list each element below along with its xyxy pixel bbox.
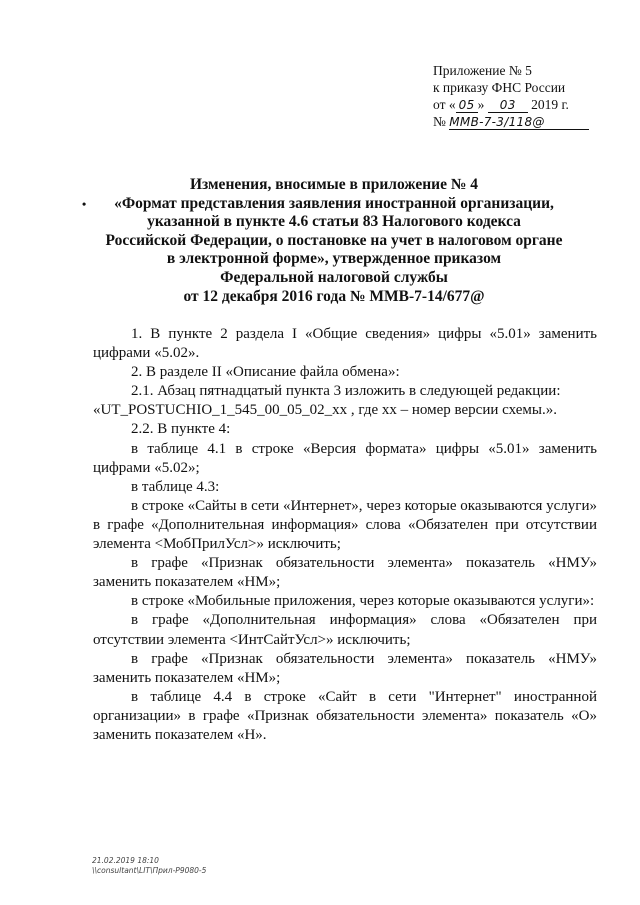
paragraph: в графе «Дополнительная информация» слова «Обязателен при отсутствии элемента <ИнтСайтУсл>» исключить; — [93, 612, 597, 648]
document-footer — [92, 856, 206, 876]
number-prefix: № — [433, 114, 446, 129]
document-body — [93, 325, 597, 745]
title-line: Российской Федерации, о постановке на учет в налоговом органе — [105, 231, 563, 249]
document-title — [82, 176, 568, 306]
appendix-number: Приложение № 5 — [433, 63, 532, 78]
date-day: 05 — [456, 98, 478, 113]
title-line: в электронной форме», утвержденное приказом — [166, 250, 502, 268]
footer-path: \\consultant\LIT\Прил-Р9080-5 — [92, 866, 207, 875]
paragraph: 1. В пункте 2 раздела I «Общие сведения» цифры «5.01» заменить цифрами «5.02». — [93, 326, 597, 362]
paragraph: в таблице 4.4 в строке «Сайт в сети "Интернет" иностранной организации» в графе «Признак обязательности элемента» показатель «О» заменить показателем «Н». — [93, 688, 597, 743]
paragraph: в графе «Признак обязательности элемента» показатель «НМУ» заменить показателем «НМ»; — [93, 555, 597, 591]
paragraph: 2.2. В пункте 4: — [131, 421, 231, 438]
date-month: 03 — [488, 98, 528, 113]
paragraph: «UT_POSTUCHIO_1_545_00_05_02_xx , где хх – номер версии схемы.». — [93, 402, 557, 419]
title-line: Федеральной налоговой службы — [220, 268, 448, 286]
title-line: указанной в пункте 4.6 статьи 83 Налогового кодекса — [147, 213, 521, 231]
order-date — [433, 96, 603, 113]
date-prefix: от « — [433, 97, 456, 112]
order-reference: к приказу ФНС России — [433, 80, 566, 95]
paragraph: в строке «Мобильные приложения, через которые оказываются услуги»: — [131, 593, 595, 610]
title-line: Изменения, вносимые в приложение № 4 — [189, 176, 479, 193]
title-line: от 12 декабря 2016 года № ММВ-7-14/677@ — [183, 287, 485, 305]
paragraph: в графе «Признак обязательности элемента» показатель «НМУ» заменить показателем «НМ»; — [93, 650, 597, 686]
paragraph: 2. В разделе II «Описание файла обмена»: — [131, 364, 400, 381]
appendix-header — [433, 62, 603, 130]
paragraph: в таблице 4.1 в строке «Версия формата» цифры «5.01» заменить цифрами «5.02»; — [93, 440, 597, 476]
title-line: «Формат представления заявления иностранной организации, — [114, 194, 554, 212]
paragraph: 2.1. Абзац пятнадцатый пункта 3 изложить в следующей редакции: — [131, 383, 561, 400]
number-value: ММВ-7-3/118@ — [449, 115, 589, 130]
date-year: 2019 г. — [531, 97, 569, 112]
paragraph: в строке «Сайты в сети «Интернет», через которые оказываются услуги» в графе «Дополнительная информация» слова «Обязателен при отсутствии элемента <МобПрилУсл>» исключить; — [93, 497, 597, 553]
paragraph: в таблице 4.3: — [131, 478, 220, 495]
date-mid: » — [477, 97, 485, 112]
margin-mark: • — [82, 197, 87, 211]
order-number — [433, 113, 603, 130]
footer-timestamp: 21.02.2019 18:10 — [92, 856, 159, 865]
